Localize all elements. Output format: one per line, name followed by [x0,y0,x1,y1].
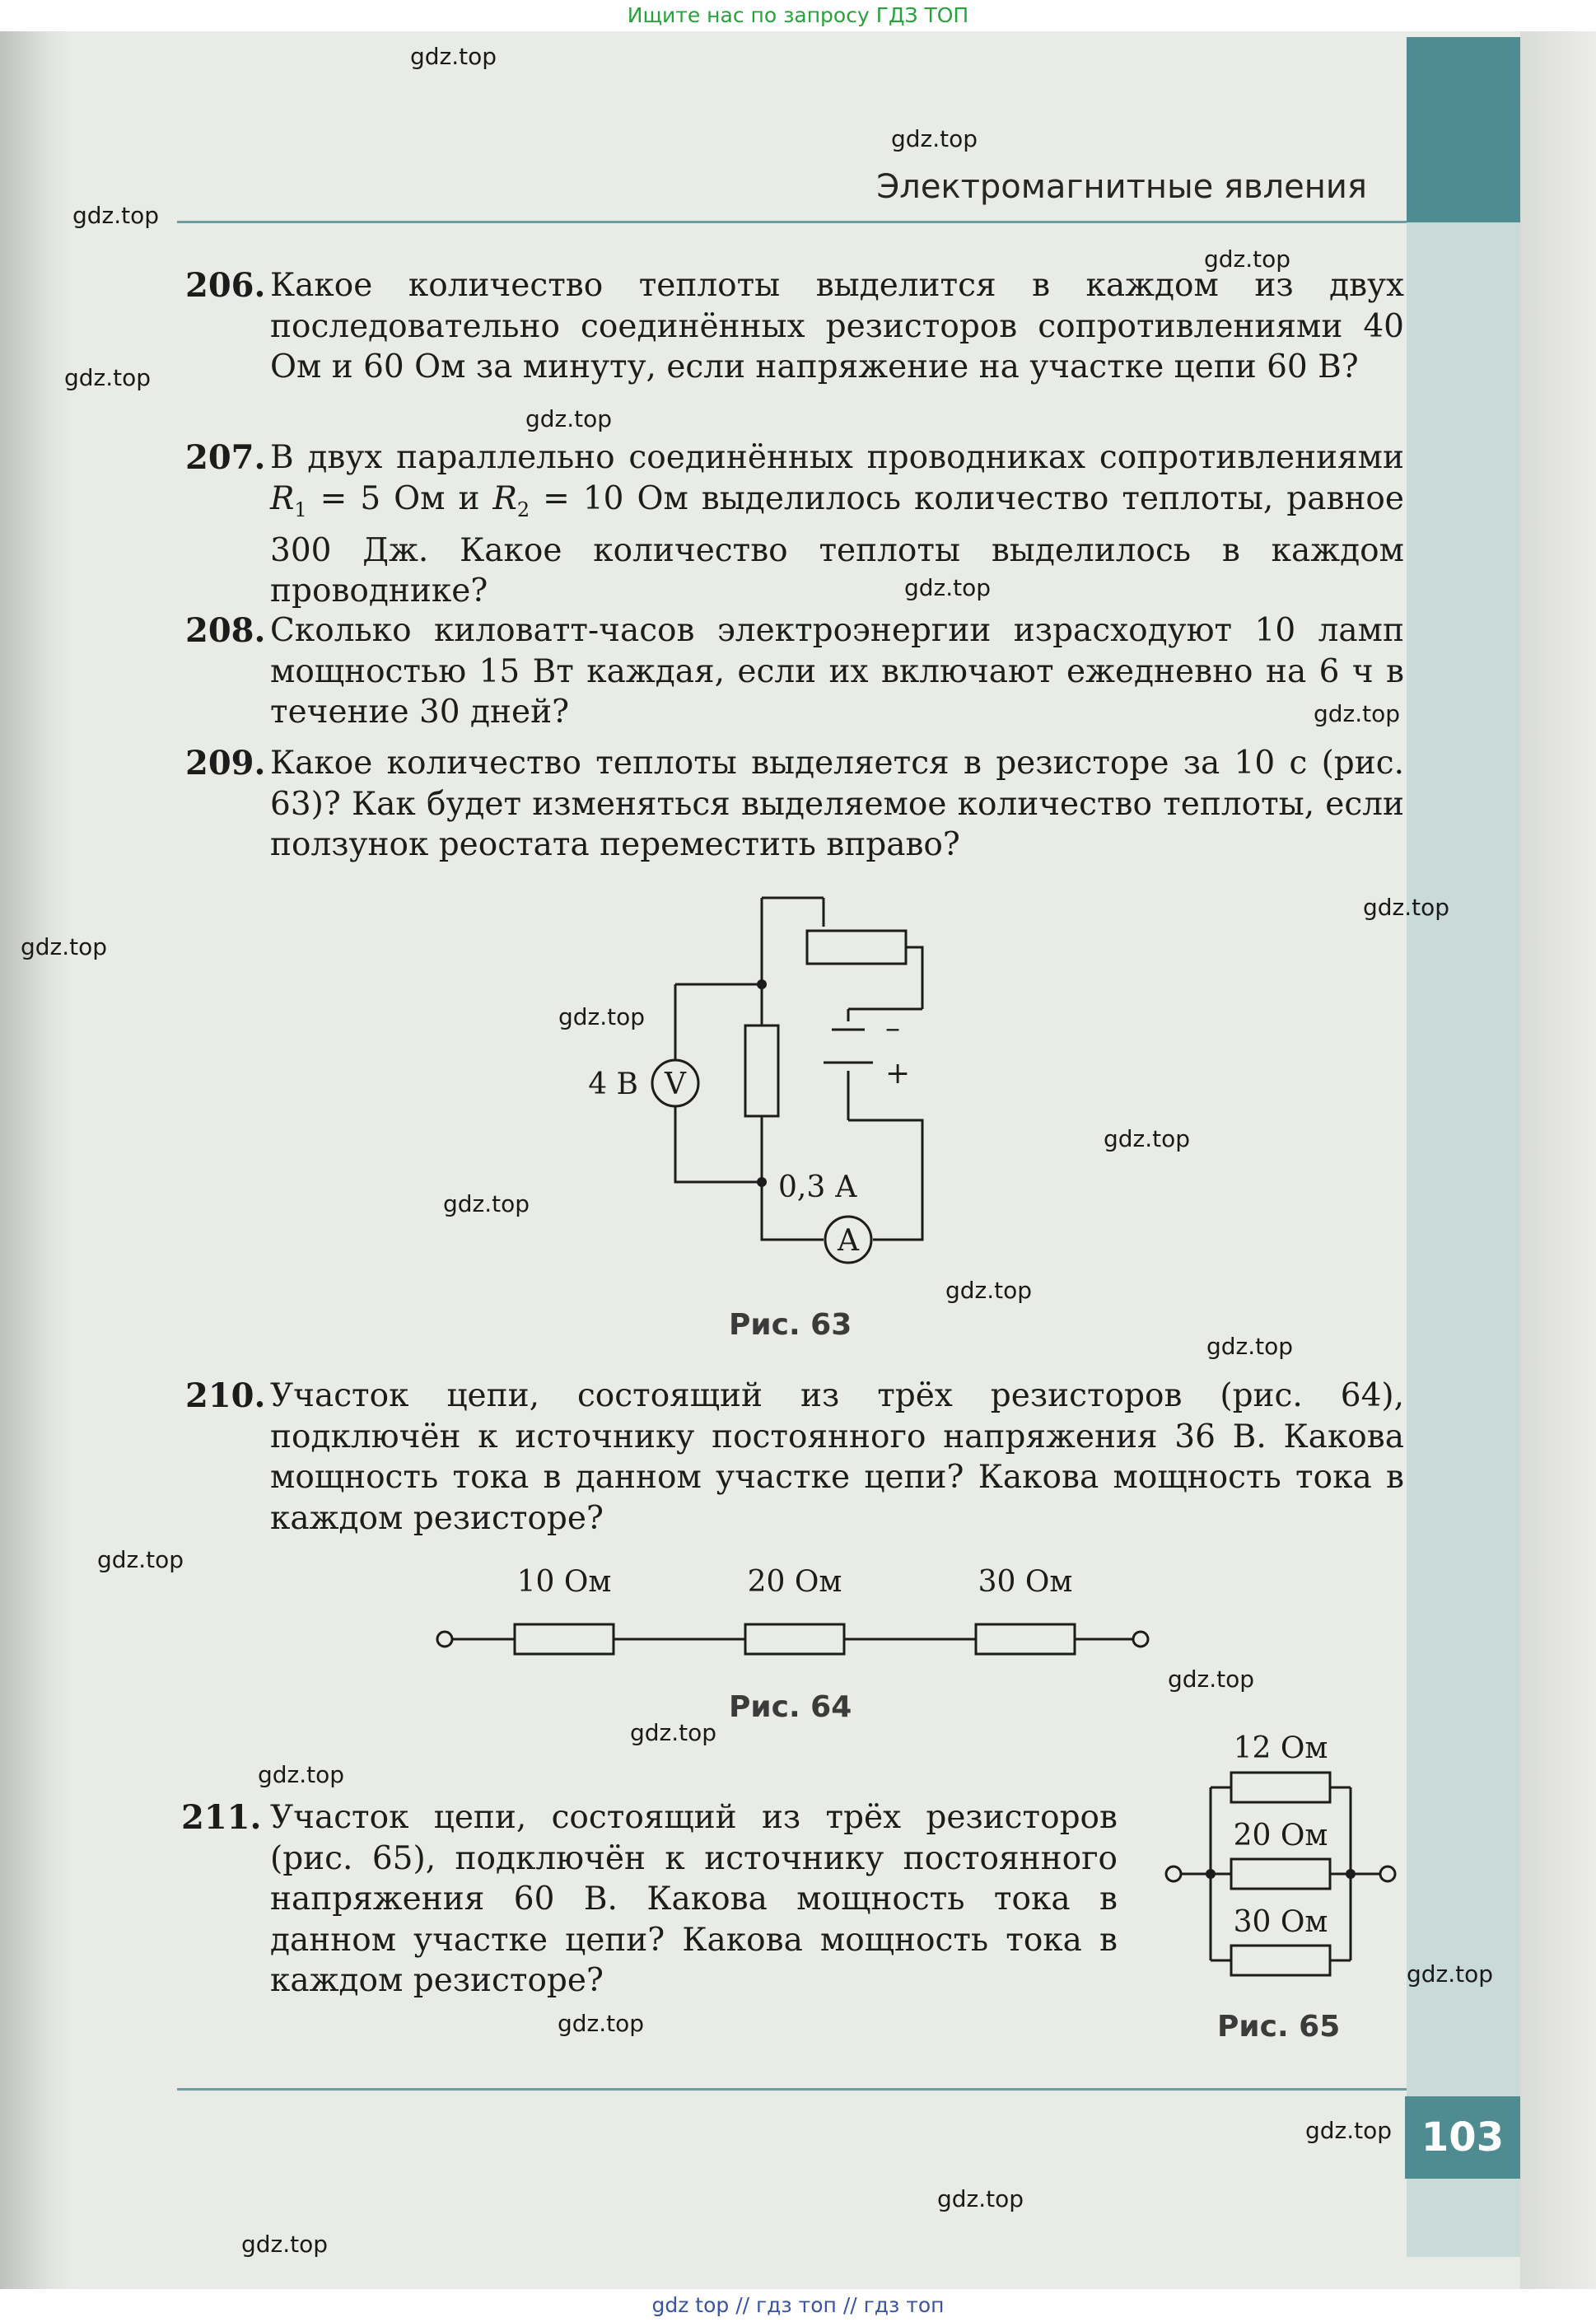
section-title: Электромагнитные явления [876,168,1367,206]
header-rule [177,221,1407,223]
problem-text: Участок цепи, состоящий из трёх резисторов (рис. 64), подключён к источнику постоянного напряжения 36 В. Какова мощность тока в данном участке цепи? Какова мощность тока в каждом резисторе? [270,1377,1404,1537]
bottom-banner[interactable]: gdz top // гдз топ // гдз топ [651,2293,945,2317]
watermark: gdz.top [1204,245,1291,273]
watermark: gdz.top [443,1190,530,1217]
watermark: gdz.top [410,43,497,70]
watermark: gdz.top [558,2010,645,2037]
node [757,1177,767,1187]
resistor-30 [976,1624,1075,1654]
resistor-label: 20 Ом [1233,1819,1328,1852]
source-plus-label: + [885,1057,911,1091]
page-number: 103 [1405,2096,1520,2179]
watermark: gdz.top [1104,1125,1191,1152]
watermark: gdz.top [891,125,978,152]
resistor-label: 30 Ом [978,1565,1073,1599]
ammeter-symbol: A [838,1224,859,1258]
problem-number: 207. [185,438,266,477]
watermark: gdz.top [1206,1333,1294,1360]
bottom-strip [0,2289,1596,2322]
resistor-label: 12 Ом [1233,1731,1328,1765]
watermark: gdz.top [64,364,152,391]
figure-64 [428,1557,1169,1656]
watermark: gdz.top [1168,1666,1255,1693]
resistor-20 [1231,1859,1330,1889]
problem-text: Какое количество теплоты выделяется в резисторе за 10 с (рис. 63)? Как будет изменяться выделяемое количество теплоты, если ползунок реостата переместить вправо? [270,745,1404,863]
top-strip [0,0,1596,31]
problem-text: Какое количество теплоты выделится в каждом из двух последовательно соединённых резисторов сопротивлениями 40 Ом и 60 Ом за минуту, если напряжение на участке цепи 60 В? [270,267,1404,385]
problem-text-part: = 10 Ом выделилось количество теплоты, равное 300 Дж. Какое количество теплоты выделилось в каждом проводнике? [270,479,1404,610]
problem-206 [185,265,1404,388]
watermark: gdz.top [558,1003,646,1030]
problem-text-part: = 5 Ом и [320,479,480,517]
source-minus-label: – [885,1011,900,1045]
figure-64-caption: Рис. 64 [729,1690,852,1724]
watermark: gdz.top [21,933,108,960]
watermark: gdz.top [97,1546,184,1573]
watermark: gdz.top [258,1761,345,1788]
watermark: gdz.top [904,574,992,601]
resistor-12 [1231,1773,1330,1802]
terminal [1166,1866,1181,1881]
watermark: gdz.top [937,2185,1024,2212]
resistance-symbol: R [270,479,295,517]
problem-number: 211. [181,1798,262,1837]
problem-210 [185,1376,1404,1539]
resistor-label: 20 Ом [747,1565,842,1599]
resistance-symbol: R [492,479,517,517]
watermark: gdz.top [630,1719,717,1746]
problem-text: Участок цепи, состоящий из трёх резисторов (рис. 65), подключён к источнику постоянного напряжения 60 В. Какова мощность тока в данном участке цепи? Какова мощность тока в каждом резисторе? [270,1799,1118,1999]
side-chapter-tab [1407,37,1520,222]
resistor-label: 30 Ом [1233,1905,1328,1939]
terminal [1380,1866,1395,1881]
problem-number: 206. [185,266,266,305]
watermark: gdz.top [1407,1960,1494,1988]
resistor-label: 10 Ом [516,1565,612,1599]
terminal [437,1632,452,1647]
node [1206,1869,1216,1879]
voltmeter-reading: 4 В [588,1068,638,1101]
watermark: gdz.top [241,2231,329,2258]
node [757,979,767,989]
scan-edge [1520,31,1596,2289]
footer-rule [177,2088,1407,2091]
top-banner[interactable]: Ищите нас по запросу ГДЗ ТОП [627,3,969,27]
problem-text [270,437,1404,612]
figure-63-caption: Рис. 63 [729,1308,852,1342]
problem-number: 209. [185,744,266,783]
problem-number: 210. [185,1376,266,1415]
problem-text: Сколько киловатт-часов электроэнергии израсходуют 10 ламп мощностью 15 Вт каждая, если их включают ежедневно на 6 ч в течение 30 дней? [270,612,1404,731]
resistor-20 [745,1624,844,1654]
subscript: 1 [294,498,307,521]
page-fold-shadow [0,31,74,2289]
voltmeter-symbol: V [665,1068,686,1101]
watermark: gdz.top [1305,2117,1393,2144]
problem-207 [185,437,1404,612]
watermark: gdz.top [1314,700,1401,727]
watermark: gdz.top [945,1277,1033,1304]
watermark: gdz.top [525,405,613,432]
resistor-10 [515,1624,614,1654]
figure-65 [1157,1722,1404,1993]
node [1346,1869,1356,1879]
problem-text-part: В двух параллельно соединённых проводниках сопротивлениями [270,439,1404,476]
problem-209 [185,743,1404,866]
problem-208 [185,610,1404,733]
problem-211 [181,1797,1118,2002]
side-color-strip [1407,37,1520,2257]
watermark: gdz.top [1363,894,1450,921]
problem-number: 208. [185,611,266,650]
watermark: gdz.top [72,202,160,229]
figure-63 [560,885,972,1273]
figure-65-caption: Рис. 65 [1217,2010,1341,2044]
ammeter-reading: 0,3 А [778,1170,857,1204]
subscript: 2 [516,498,530,521]
terminal [1133,1632,1148,1647]
resistor-30 [1231,1946,1330,1975]
